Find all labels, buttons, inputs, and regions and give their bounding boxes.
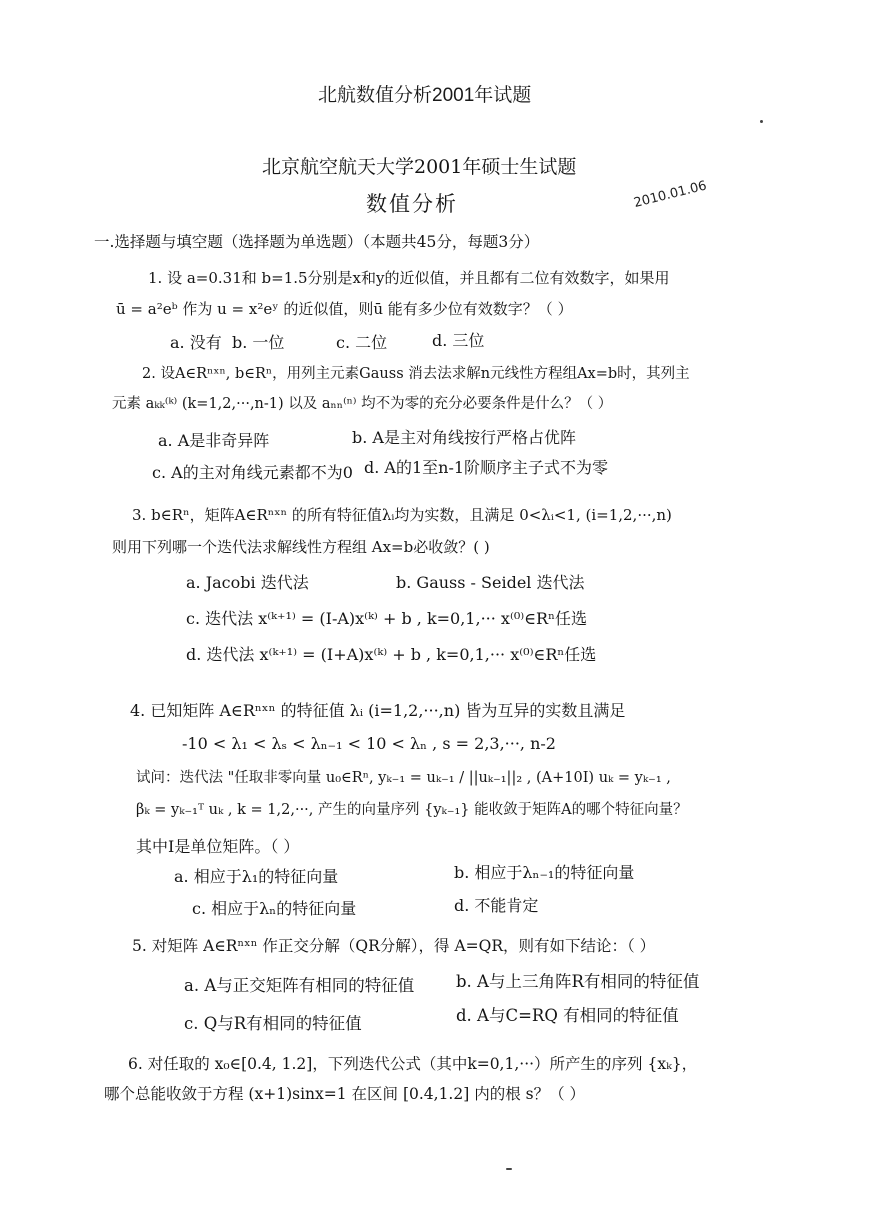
q5-option-c: c. Q与R有相同的特征值 (184, 1014, 362, 1033)
q3-option-b: b. Gauss - Seidel 迭代法 (396, 573, 585, 592)
q6-line1: 6. 对任取的 x₀∈[0.4, 1.2]，下列迭代公式（其中k=0,1,···）所产生的序列 {xₖ}， (128, 1055, 698, 1073)
document-title: 北航数值分析2001年试题 (318, 85, 532, 106)
q4-option-d: d. 不能肯定 (454, 896, 539, 915)
q4-line3: 试问：迭代法 "任取非零向量 u₀∈Rⁿ, yₖ₋₁ = uₖ₋₁ / ||uₖ₋₁||₂ , (A+10I) uₖ = yₖ₋₁ , (136, 770, 671, 786)
q5-line1: 5. 对矩阵 A∈Rⁿˣⁿ 作正交分解（QR分解），得 A=QR，则有如下结论：（ ） (132, 937, 656, 955)
q3-line2: 则用下列哪一个迭代法求解线性方程组 Ax=b必收敛？( ) (112, 538, 490, 556)
exam-date: 2010.01.06 (632, 178, 709, 211)
q4-option-a: a. 相应于λ₁的特征向量 (174, 867, 339, 886)
q2-option-b: b. A是主对角线按行严格占优阵 (352, 428, 576, 447)
q2-option-a: a. A是非奇异阵 (158, 431, 270, 450)
scan-speck (506, 1168, 512, 1170)
q5-option-a: a. A与正交矩阵有相同的特征值 (184, 976, 415, 995)
q4-line1: 4. 已知矩阵 A∈Rⁿˣⁿ 的特征值 λᵢ (i=1,2,···,n) 皆为互异的实数且满足 (130, 701, 626, 720)
q2-option-c: c. A的主对角线元素都不为0 (152, 463, 353, 482)
scan-speck (760, 120, 763, 123)
q5-option-b: b. A与上三角阵R有相同的特征值 (456, 972, 700, 991)
q5-option-d: d. A与C=RQ 有相同的特征值 (456, 1006, 679, 1025)
q4-line2: -10 < λ₁ < λₛ < λₙ₋₁ < 10 < λₙ , s = 2,3,···, n-2 (182, 734, 556, 753)
q1-line1: 1. 设 a=0.31和 b=1.5分别是x和y的近似值，并且都有二位有效数字，如果用 (148, 269, 670, 287)
q2-line1: 2. 设A∈Rⁿˣⁿ, b∈Rⁿ，用列主元素Gauss 消去法求解n元线性方程组Ax=b时，其列主 (142, 366, 690, 382)
q2-option-d: d. A的1至n-1阶顺序主子式不为零 (364, 458, 609, 477)
section-heading: 一.选择题与填空题（选择题为单选题）（本题共45分，每题3分） (94, 233, 540, 251)
q4-option-b: b. 相应于λₙ₋₁的特征向量 (454, 863, 635, 882)
q4-option-c: c. 相应于λₙ的特征向量 (192, 899, 357, 918)
exam-school-line: 北京航空航天大学2001年硕士生试题 (262, 156, 577, 178)
q4-line5: 其中I是单位矩阵。（ ） (136, 837, 300, 856)
q1-option-b: b. 一位 (232, 333, 285, 352)
q1-option-c: c. 二位 (336, 333, 388, 352)
q4-line4: βₖ = yₖ₋₁ᵀ uₖ , k = 1,2,···, 产生的向量序列 {yₖ₋₁} 能收敛于矩阵A的哪个特征向量？ (136, 802, 688, 818)
exam-subject: 数值分析 (366, 192, 458, 216)
q1-option-a: a. 没有 (170, 333, 222, 352)
q3-option-a: a. Jacobi 迭代法 (186, 573, 309, 592)
q2-line2: 元素 aₖₖ⁽ᵏ⁾ (k=1,2,···,n-1) 以及 aₙₙ⁽ⁿ⁾ 均不为零的充分必要条件是什么？（ ） (112, 396, 613, 412)
q1-option-d: d. 三位 (432, 331, 485, 350)
q3-option-c: c. 迭代法 x⁽ᵏ⁺¹⁾ = (I-A)x⁽ᵏ⁾ + b , k=0,1,··· x⁽⁰⁾∈Rⁿ任选 (186, 609, 588, 628)
q3-line1: 3. b∈Rⁿ，矩阵A∈Rⁿˣⁿ 的所有特征值λᵢ均为实数，且满足 0<λᵢ<1, (i=1,2,···,n) (132, 506, 672, 524)
q3-option-d: d. 迭代法 x⁽ᵏ⁺¹⁾ = (I+A)x⁽ᵏ⁾ + b , k=0,1,··· x⁽⁰⁾∈Rⁿ任选 (186, 645, 597, 664)
q1-line2: ū = a²eᵇ 作为 u = x²eʸ 的近似值，则ū 能有多少位有效数字？（ ） (116, 300, 573, 318)
q6-line2: 哪个总能收敛于方程 (x+1)sinx=1 在区间 [0.4,1.2] 内的根 s？（ ） (104, 1085, 586, 1103)
